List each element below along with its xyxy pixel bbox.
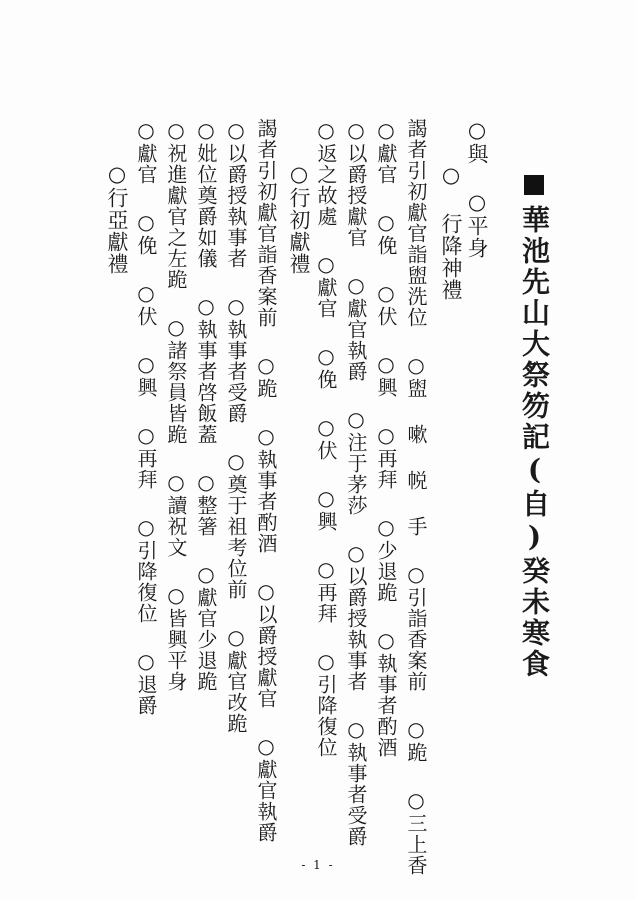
text-column-4: ○獻官 ○俛 ○伏 ○興 ○再拜 ○少退跪 ○執事者酌酒 (374, 118, 398, 758)
text-column-7: ○行初獻禮 (287, 162, 311, 275)
text-column-1: ○與 ○平身 (465, 118, 489, 259)
text-column-5: ○以爵授獻官 ○獻官執爵 ○注于茅莎 ○以爵授執事者 ○執事者受爵 (344, 118, 368, 847)
text-column-3: 謁者引初獻官詣盥洗位 ○盥 嗽 帨 手 ○引詣香案前 ○跪 ○三上香 (404, 118, 428, 876)
title-square-icon (524, 175, 544, 195)
text-column-10: ○妣位奠爵如儀 ○執事者啓飯蓋 ○整箸 ○獻官少退跪 (194, 118, 218, 692)
text-column-8: 謁者引初獻官詣香案前 ○跪 ○執事者酌酒 ○以爵授獻官 ○獻官執爵 (254, 118, 278, 843)
text-column-11: ○祝進獻官之左跪 ○諸祭員皆跪 ○讀祝文 ○皆興平身 (164, 118, 188, 692)
text-column-6: ○返之故處 ○獻官 ○俛 ○伏 ○興 ○再拜 ○引降復位 (314, 118, 338, 758)
text-column-2: ○ 行降神禮 (439, 163, 463, 301)
text-column-13: ○行亞獻禮 (105, 162, 129, 275)
page-number: - 1 - (301, 858, 335, 872)
document-title: 華池先山大祭笏記(自)癸未寒食 (518, 205, 551, 680)
text-column-9: ○以爵授執事者 ○執事者受爵 ○奠于祖考位前 ○獻官改跪 (224, 118, 248, 734)
text-column-12: ○獻官 ○俛 ○伏 ○興 ○再拜 ○引降復位 ○退爵 (134, 118, 158, 716)
